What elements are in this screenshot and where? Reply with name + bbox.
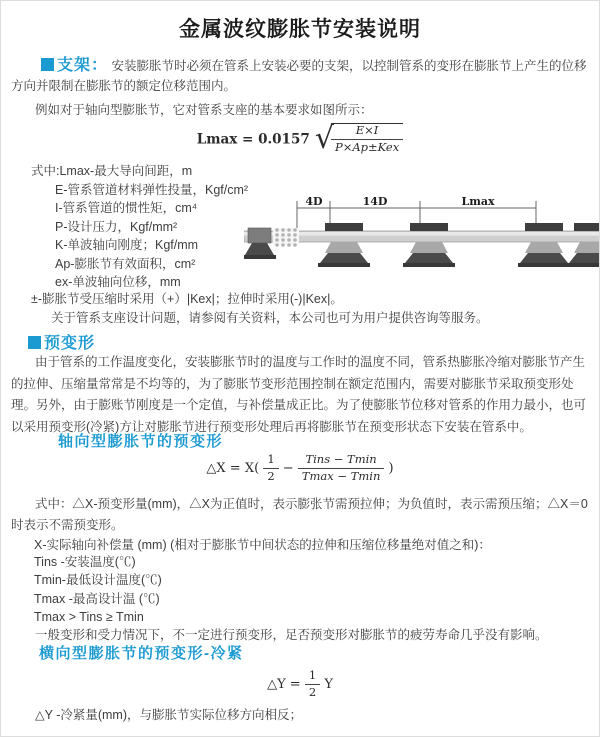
dimension-label-lmax: Lmax <box>461 195 495 208</box>
predeform-paragraph: 由于管系的工作温度变化，安装膨胀节时的温度与工作时的温度不同，管系热膨胀冷缩对膨胀节产生的拉伸、压缩量常常是不均等的，为了膨胀节变形范围控制在额定范围内，需要对膨胀节采取预变形处理。另外，由于膨账节刚度是一个定值，与补偿量成正比。为了使膨胀节位移对管系的作用力最小，也可以采用预变形(冷紧)方让对膨胀节进行预变形处理后再将膨胀节在预变形状态下安装在管系中。 <box>11 355 587 434</box>
definition-line: Ap-膨胀节有效面积，cm² <box>55 256 196 271</box>
consult-note: 关于管系支座设计问题，请参阅有关资料，本公司也可为用户提供咨询等服务。 <box>51 311 489 325</box>
definition-line: ex-单波轴向位移，mm <box>55 275 181 289</box>
definition-line: K-单波轴向刚度；Kgf/mm <box>55 238 199 252</box>
lmax-formula <box>1 120 599 156</box>
page-title: 金属波纹膨胀节安装说明 <box>179 18 421 41</box>
lateral-note: △Y -冷紧量(mm)，与膨胀节实际位移方向相反； <box>35 708 303 722</box>
definition-line: I-管系管道的惯性矩，cm⁴ <box>55 201 198 215</box>
one-half-fraction: $\frac{1}{2}$ <box>263 453 278 484</box>
axial-formula-prefix: △X = X( <box>206 460 260 476</box>
support-heading-label: 支架： <box>57 57 109 74</box>
guide-support <box>403 223 455 267</box>
lateral-predeform-heading: 横向型膨胀节的预变形-冷紧 <box>39 645 244 662</box>
fraction-numerator: E×I <box>355 123 379 137</box>
lateral-formula-prefix: △Y = <box>267 676 301 692</box>
axial-formula-suffix: ) <box>388 460 394 476</box>
predeform-section-heading <box>28 330 95 353</box>
tmin-definition: Tmin-最低设计温度(℃) <box>34 573 162 587</box>
section-marker-icon <box>41 58 54 71</box>
anchor-support <box>244 228 276 259</box>
definition-line: 式中:Lmax-最大导向间距，m <box>31 164 193 178</box>
one-half-fraction: $\frac{1}{2}$ <box>305 669 320 700</box>
guide-support <box>318 223 370 267</box>
guide-support <box>518 223 570 267</box>
fraction-denominator: P×Ap±Kex <box>331 139 403 155</box>
axial-explain2: X-实际轴向补偿量 (mm) (相对于膨胀节中间状态的拉伸和压缩位移量绝对值之和)： <box>34 538 491 552</box>
section-marker-icon <box>28 336 41 349</box>
definition-line: P-设计压力，Kgf/mm² <box>55 219 178 234</box>
dimension-label-14d: 14D <box>362 195 388 208</box>
predeform-heading-label: 预变形 <box>44 335 96 352</box>
lateral-formula-suffix: Y <box>324 676 333 692</box>
support-intro-text: 安装膨胀节时必须在管系上安装必要的支架，以控制管系的变形在膨胀节上产生的位移方向并限制在膨胀节的额定位移范围内。 <box>11 59 587 93</box>
temperature-fraction: $\frac{\text{Tins − Tmin}}{Tmax - Tmin}$ <box>298 453 385 484</box>
support-example-line: 例如对于轴向型膨胀节，它对管系支座的基本要求如图所示： <box>35 103 373 117</box>
kex-sign-note: ±-膨胀节受压缩时采用（+）|Kex|；拉伸时采用(-)|Kex|。 <box>31 292 343 306</box>
support-section-heading <box>41 57 108 74</box>
axial-note: 一般变形和受力情况下，不一定进行预变形，足否预变形对膨胀节的疲劳寿命几乎没有影响。 <box>35 628 548 642</box>
minus-operator: − <box>282 460 294 476</box>
axial-formula <box>1 453 599 484</box>
definition-line: E-管系管道材料弹性投量，Kgf/cm² <box>55 182 249 197</box>
formula-fraction <box>331 123 403 155</box>
symbol-definitions <box>31 162 248 292</box>
lateral-formula <box>1 669 599 700</box>
axial-predeform-heading: 轴向型膨胀节的预变形 <box>58 433 224 450</box>
tins-definition: Tins -安装温度(℃) <box>34 555 136 569</box>
axial-explain1: 式中：△X-预变形量(mm)，△X为正值时，表示膨张节需预拉伸；为负值时，表示需预压缩；△X＝0时表示不需预变形。 <box>11 497 588 532</box>
tmax-definition: Tmax -最高设计温 (℃) <box>34 592 160 606</box>
guide-support <box>567 223 600 267</box>
support-intro-paragraph <box>11 56 591 96</box>
temperature-relation: Tmax > Tins ≥ Tmin <box>34 610 144 624</box>
formula-prefix: Lmax = 0.0157 <box>196 131 310 148</box>
pipe-support-diagram <box>244 193 600 293</box>
dimension-label-4d: 4D <box>305 195 323 208</box>
radical-sign: √ <box>314 120 334 156</box>
